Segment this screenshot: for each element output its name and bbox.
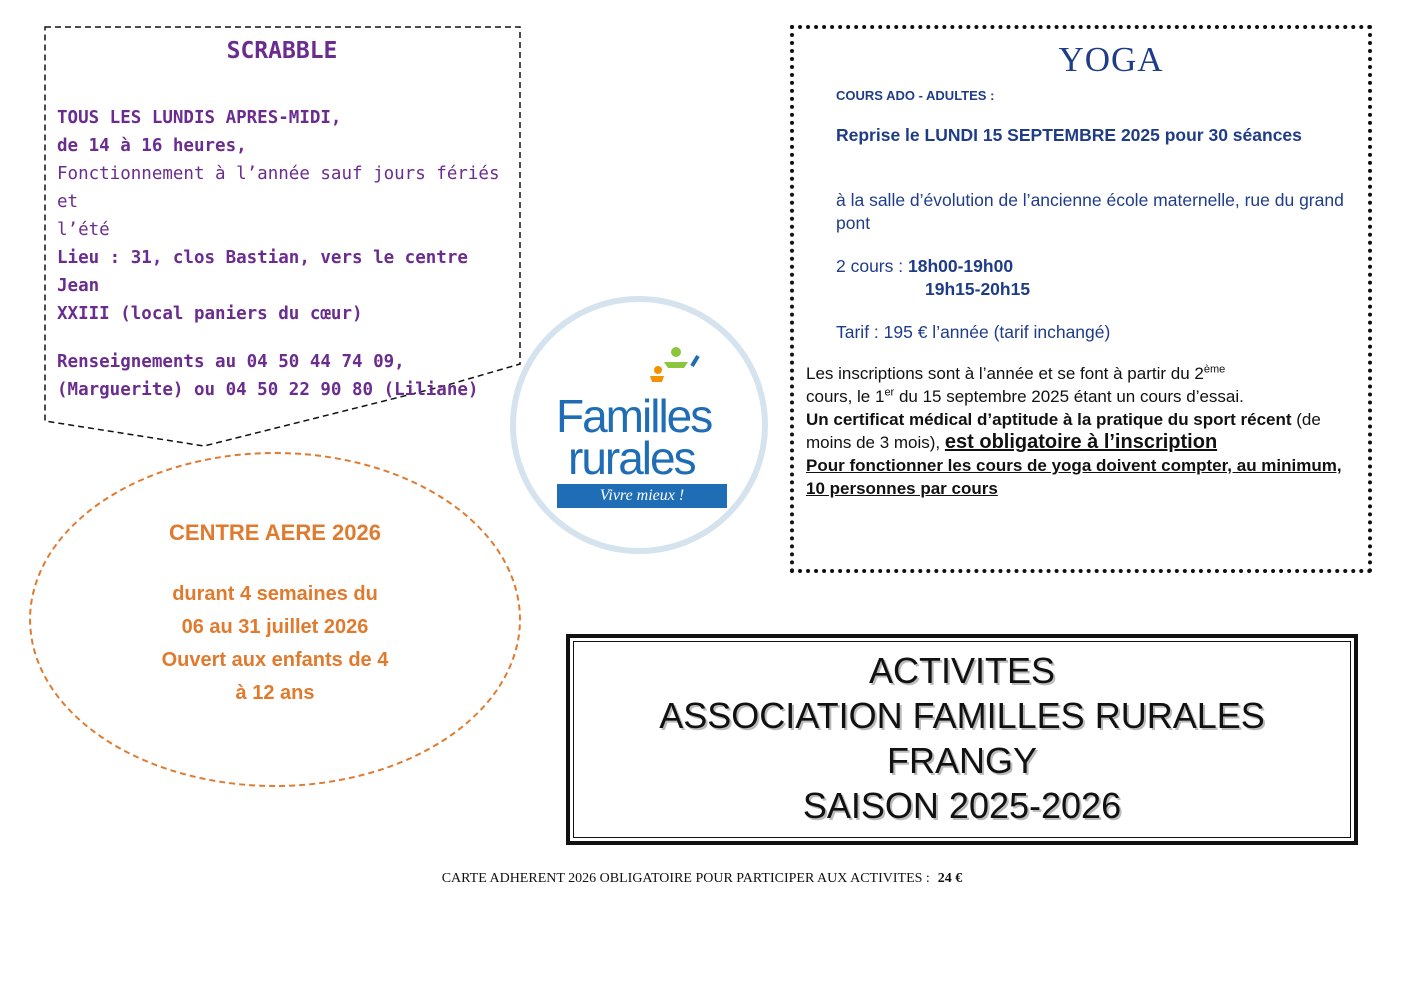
centre-title: CENTRE AERE 2026 <box>169 520 381 545</box>
activites-line: ASSOCIATION FAMILLES RURALES <box>659 695 1265 736</box>
scrabble-line: de 14 à 16 heures, <box>57 136 247 156</box>
yoga-tarif: Tarif : 195 € l’année (tarif inchangé) <box>836 322 1111 342</box>
yoga-cours-label: 2 cours : <box>836 256 908 276</box>
logo-word-rurales: rurales <box>568 432 695 484</box>
yoga-obligatoire: est obligatoire à l’inscription <box>944 431 1218 453</box>
yoga-inscriptions <box>806 362 1358 500</box>
footer-text: CARTE ADHERENT 2026 OBLIGATOIRE POUR PARTICIPER AUX ACTIVITES : <box>441 871 930 886</box>
yoga-title: YOGA <box>1058 40 1164 79</box>
scrabble-line: l’été <box>57 220 110 240</box>
logo-tagline: Vivre mieux ! <box>557 484 727 508</box>
footer-carte-adherent <box>0 871 1404 887</box>
centre-line: Ouvert aux enfants de 4 <box>161 649 389 671</box>
centre-line: durant 4 semaines du <box>172 583 378 605</box>
scrabble-text <box>57 104 507 404</box>
activites-line: FRANGY <box>886 740 1037 781</box>
scrabble-line: XXIII (local paniers du cœur) <box>57 304 363 324</box>
activites-line: ACTIVITES <box>868 650 1056 691</box>
yoga-reprise: Reprise le LUNDI 15 SEPTEMBRE 2025 pour 30 séances <box>836 125 1302 145</box>
activites-line: SAISON 2025-2026 <box>802 785 1122 826</box>
activites-title <box>566 648 1358 828</box>
yoga-minimum: Pour fonctionner les cours de yoga doivent compter, au minimum, 10 personnes par cours <box>806 456 1342 498</box>
yoga-lieu: à la salle d’évolution de l’ancienne école maternelle, rue du grand pont <box>836 190 1344 233</box>
scrabble-title: SCRABBLE <box>226 38 338 64</box>
yoga-subtitle: COURS ADO - ADULTES : <box>836 88 995 103</box>
yoga-certificat-delai: (de moins de 3 mois), <box>806 410 1321 452</box>
scrabble-line: Fonctionnement à l’année sauf jours fériés et <box>57 164 500 212</box>
scrabble-line: Lieu : 31, clos Bastian, vers le centre Jean <box>57 248 468 296</box>
scrabble-line: TOUS LES LUNDIS APRES-MIDI, <box>57 108 342 128</box>
yoga-insc-text: Les inscriptions sont à l’année et se font à partir du 2 <box>806 364 1204 383</box>
yoga-insc-sup: er <box>884 386 895 399</box>
centre-text <box>120 578 430 710</box>
yoga-certificat: Un certificat médical d’aptitude à la pratique du sport récent <box>806 410 1292 429</box>
centre-line: 06 au 31 juillet 2026 <box>181 616 369 638</box>
footer-price: 24 € <box>937 871 963 886</box>
yoga-cours <box>836 255 1336 301</box>
scrabble-line: Renseignements au 04 50 44 74 09, <box>57 352 405 372</box>
yoga-insc-text: du 15 septembre 2025 étant un cours d’essai. <box>894 387 1244 406</box>
logo-figures-icon <box>640 346 700 396</box>
yoga-insc-sup: ème <box>1203 363 1226 376</box>
scrabble-line: (Marguerite) ou 04 50 22 90 80 (Liliane) <box>57 380 479 400</box>
yoga-insc-text: cours, le 1 <box>806 387 885 406</box>
yoga-cours-1: 18h00-19h00 <box>907 256 1014 276</box>
logo-word-familles: Familles <box>556 390 712 442</box>
yoga-cours-2: 19h15-20h15 <box>925 279 1031 299</box>
centre-line: à 12 ans <box>235 682 315 704</box>
